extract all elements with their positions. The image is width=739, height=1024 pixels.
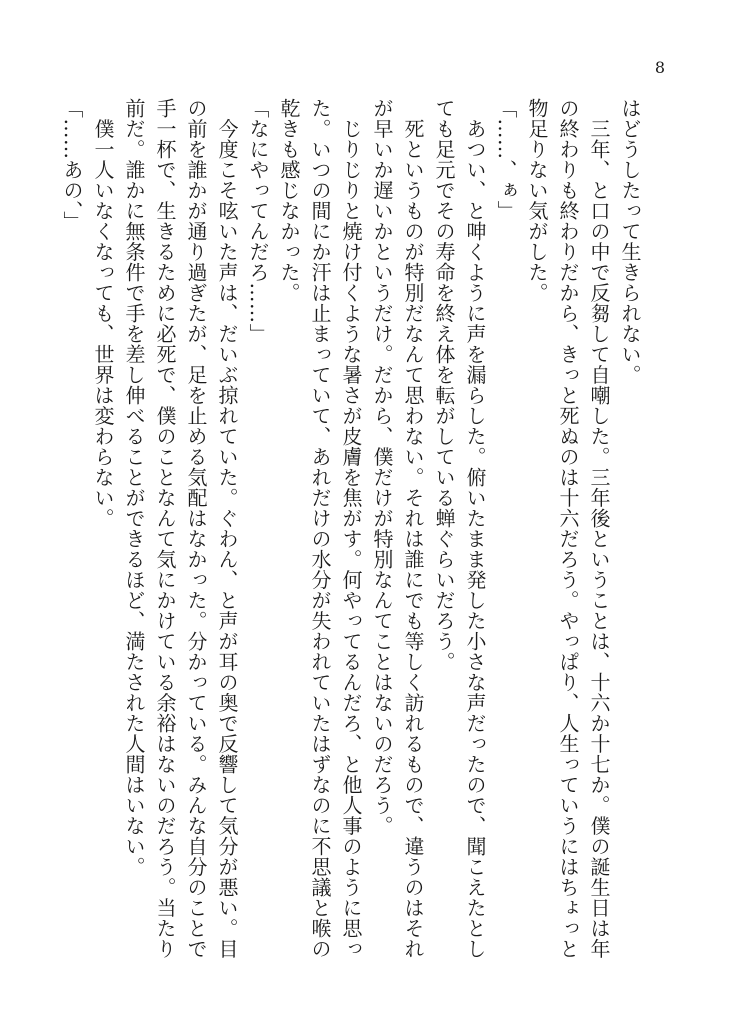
text-line: 乾きも感じなかった。 <box>277 98 301 303</box>
text-line: はどうしたって生きられない。 <box>618 98 642 385</box>
text-line: の終わりも終わりだから、きっと死ぬのは十六だろう。やっぱり、人生っていうにはちょっと <box>556 98 580 959</box>
text-line: 手一杯で、生きるために必死で、僕のことなんて気にかけている余裕はないのだろう。当たり <box>153 98 177 959</box>
dialogue-line: 「なにやってんだろ……」 <box>246 98 270 344</box>
text-line: 死というものが特別だなんて思わない。それは誰にでも等しく訪れるもので、違うのはそれ <box>401 98 425 959</box>
text-line: 三年、と口の中で反芻して自嘲した。三年後ということは、十六か十七か。僕の誕生日は年 <box>587 98 611 959</box>
page-number: 8 <box>654 58 666 77</box>
text-line: 前だ。誰かに無条件で手を差し伸べることができるほど、満たされた人間はいない。 <box>122 98 146 877</box>
body-text <box>60 98 645 978</box>
text-line: 僕一人いなくなっても、世界は変わらない。 <box>91 98 115 529</box>
text-line: ても足元でその寿命を終え体を転がしている蝉ぐらいだろう。 <box>432 98 456 672</box>
dialogue-line: 「……あの、」 <box>60 98 84 232</box>
text-line: 物足りない気がした。 <box>525 98 549 303</box>
text-line: の前を誰かが通り過ぎたが、足を止める気配はなかった。分かっている。みんな自分のことで <box>184 98 208 959</box>
text-line: じりじりと焼け付くような暑さが皮膚を焦がす。何やってるんだろ、と他人事のように思っ <box>339 98 363 959</box>
text-line: た。いつの間にか汗は止まっていて、あれだけの水分が失われていたはずなのに不思議と喉の <box>308 98 332 959</box>
text-line: 今度こそ呟いた声は、だいぶ掠れていた。ぐわん、と声が耳の奥で反響して気分が悪い。目 <box>215 98 239 959</box>
dialogue-line: 「……、ぁ」 <box>494 98 518 221</box>
text-line: が早いか遅いかというだけ。だから、僕だけが特別なんてことはないのだろう。 <box>370 98 394 836</box>
text-line: あつい、と呻くように声を漏らした。俯いたまま発した小さな声だったので、聞こえたとし <box>463 98 487 959</box>
